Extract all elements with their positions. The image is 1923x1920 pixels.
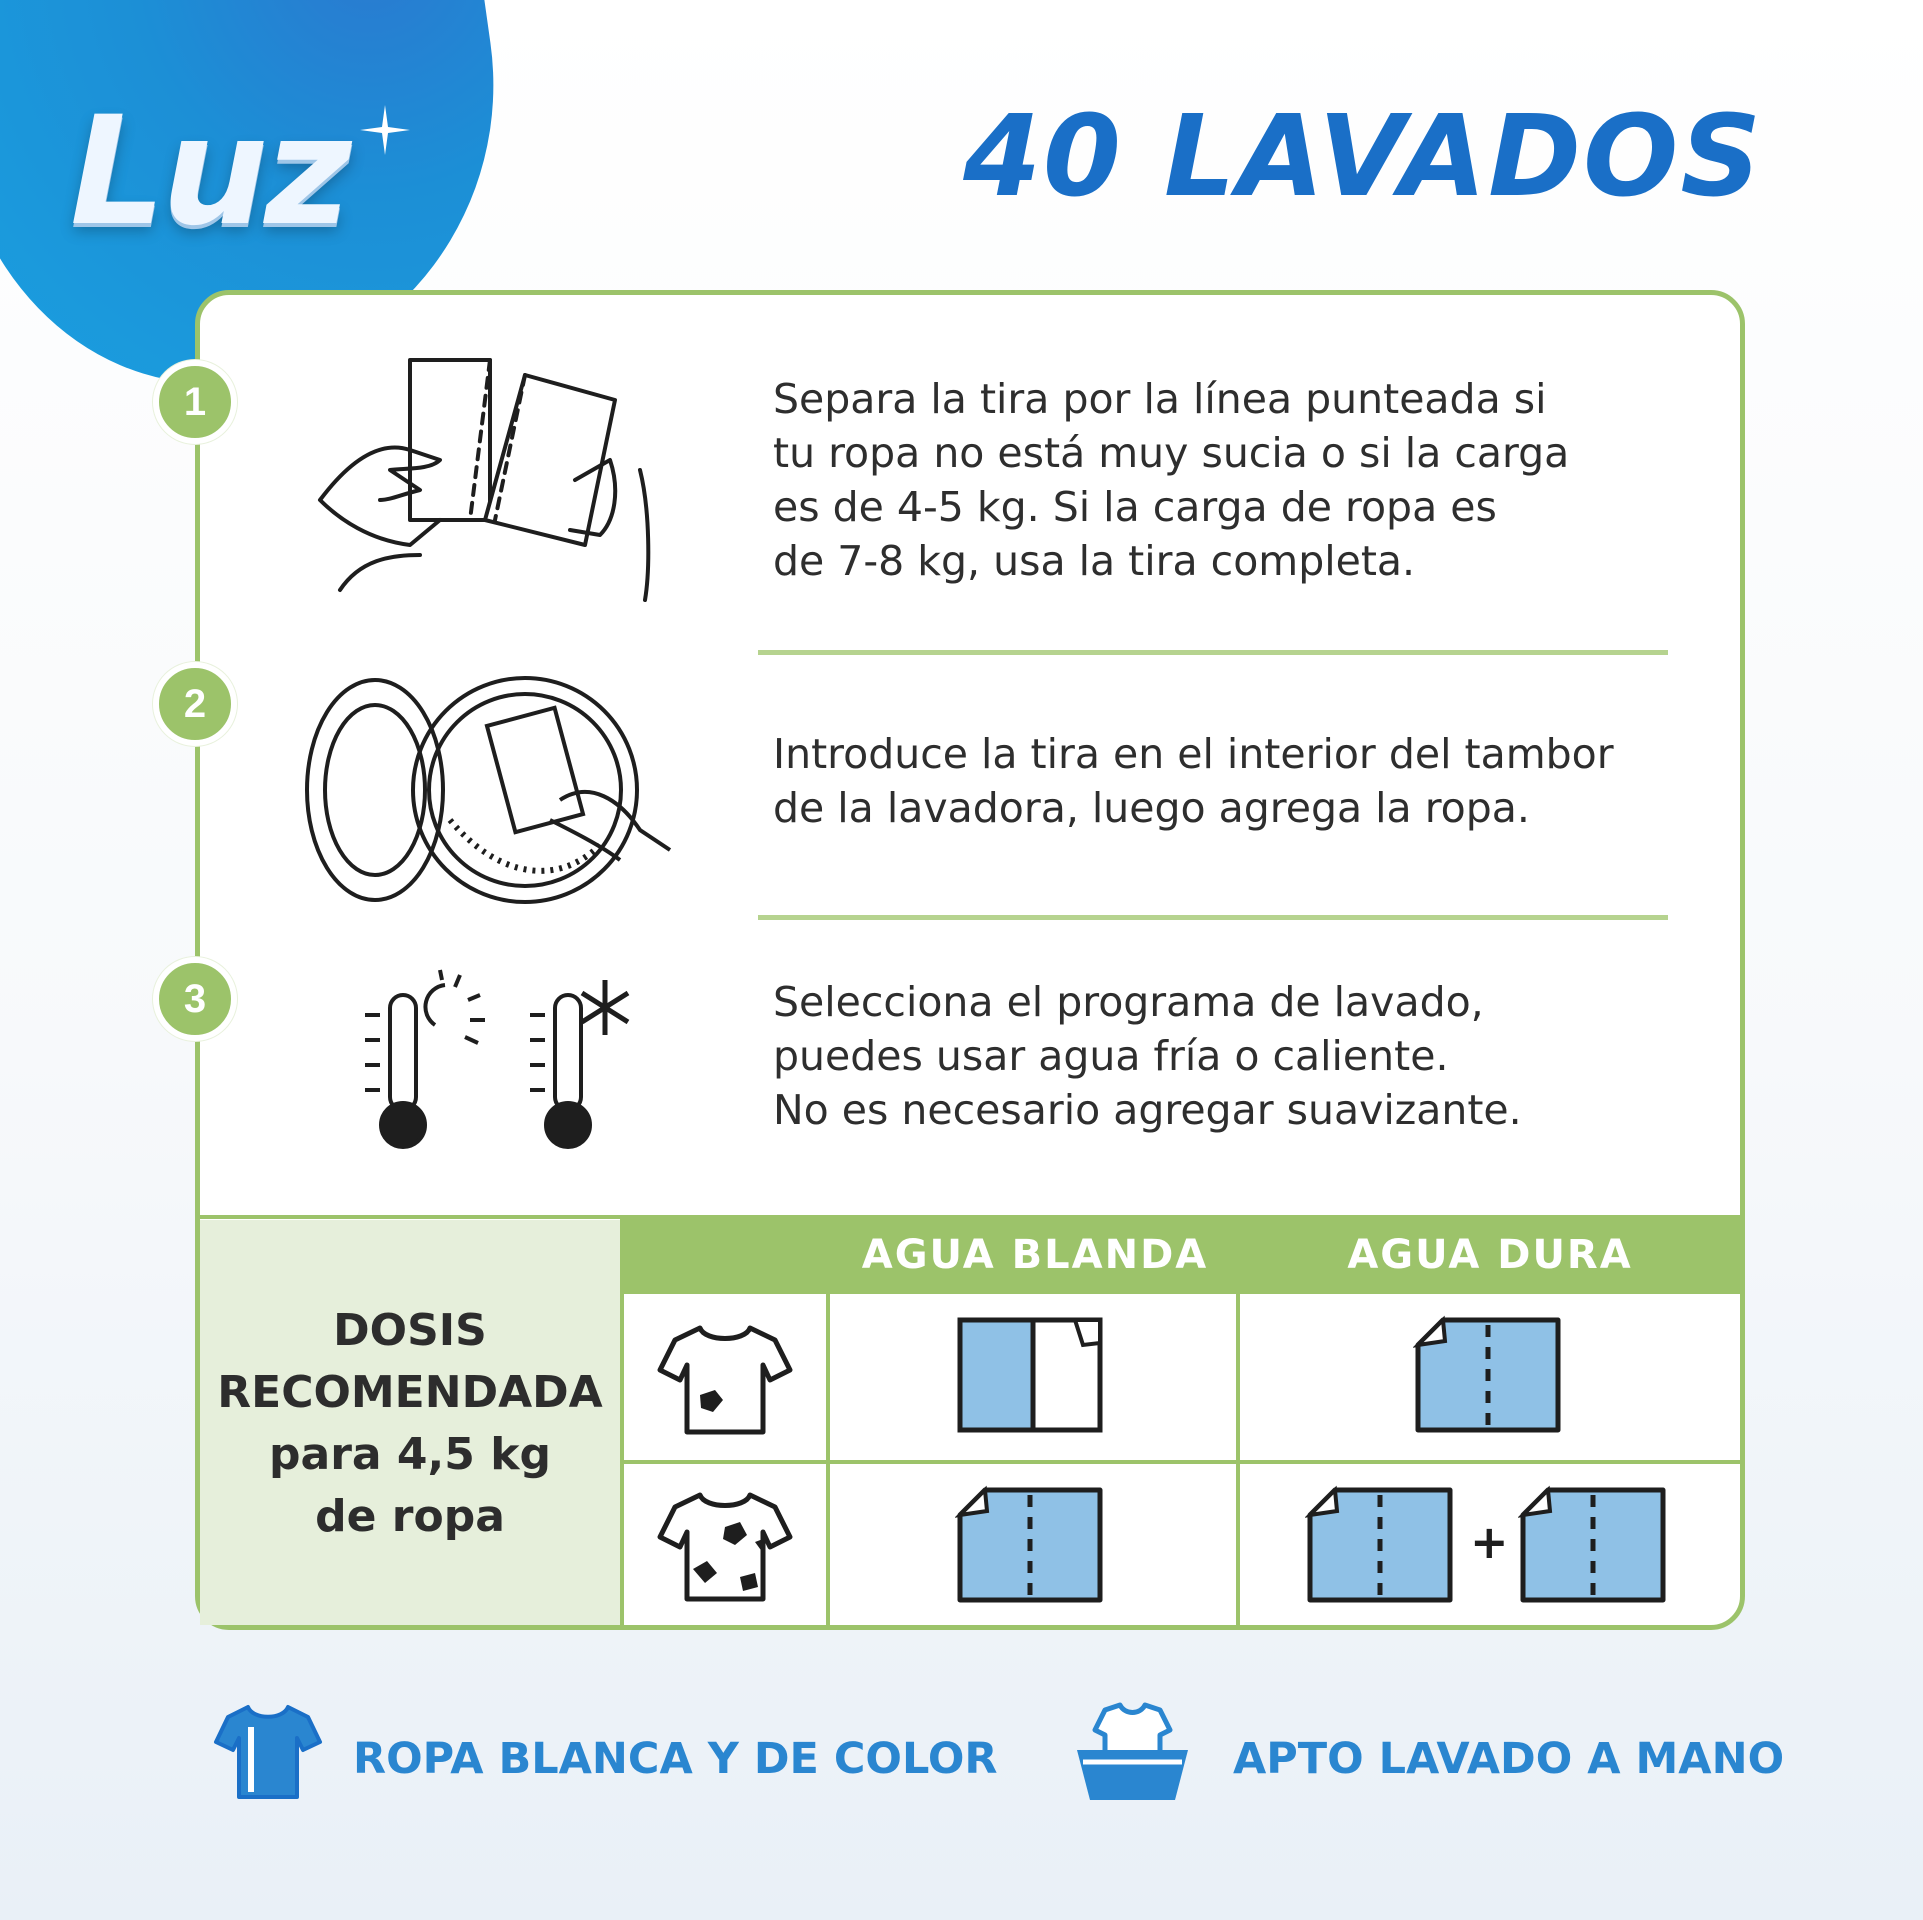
lightly-stained-shirt-icon [655, 1320, 795, 1440]
step-3-line: No es necesario agregar suavizante. [773, 1086, 1522, 1134]
table-column-divider [1236, 1218, 1240, 1630]
step-2-line: Introduce la tira en el interior del tambor [773, 730, 1614, 778]
table-row-divider [620, 1460, 1745, 1464]
steps-timeline [195, 400, 200, 1210]
washes-count-title: 40 LAVADOS [963, 92, 1763, 222]
dosage-label-line: DOSIS [333, 1305, 487, 1356]
step-3-line: Selecciona el programa de lavado, [773, 978, 1484, 1026]
feature-white-and-color: ROPA BLANCA Y DE COLOR [353, 1734, 998, 1784]
tshirt-icon [213, 1702, 323, 1802]
step-2-badge: 2 [153, 662, 237, 746]
heavily-stained-shirt-icon [655, 1487, 795, 1607]
step-2-text [773, 727, 1673, 835]
step-1-line: es de 4-5 kg. Si la carga de ropa es [773, 483, 1497, 531]
table-column-divider [620, 1218, 624, 1630]
step-divider [758, 650, 1668, 655]
dosage-label-line: de ropa [315, 1491, 505, 1542]
brand-logo: Luz [70, 85, 348, 259]
step-3-badge: 3 [153, 957, 237, 1041]
half-strip-icon [955, 1315, 1110, 1435]
feature-hand-wash: APTO LAVADO A MANO [1233, 1734, 1785, 1784]
full-strip-icon [1413, 1315, 1568, 1435]
thermometer-hot-cold-icon [360, 965, 650, 1155]
table-column-divider [826, 1218, 830, 1630]
dosage-label-line: RECOMENDADA [217, 1367, 603, 1418]
step-1-line: tu ropa no está muy sucia o si la carga [773, 429, 1570, 477]
hands-tearing-strip-icon [310, 350, 660, 620]
step-3-text [773, 975, 1673, 1137]
washing-machine-drum-icon [300, 670, 680, 910]
full-strip-icon [955, 1485, 1110, 1605]
step-1-text [773, 372, 1673, 588]
column-header-agua-dura: AGUA DURA [1347, 1232, 1633, 1278]
step-1-badge: 1 [153, 360, 237, 444]
sparkle-icon [360, 105, 410, 155]
hand-wash-basin-icon [1075, 1700, 1190, 1805]
dosage-label [200, 1300, 620, 1548]
step-1-line: de 7-8 kg, usa la tira completa. [773, 537, 1416, 585]
step-divider [758, 915, 1668, 920]
plus-sign: + [1470, 1515, 1509, 1569]
full-strip-icon [1305, 1485, 1460, 1605]
full-strip-icon [1518, 1485, 1673, 1605]
step-1-line: Separa la tira por la línea punteada si [773, 375, 1547, 423]
step-3-line: puedes usar agua fría o caliente. [773, 1032, 1449, 1080]
step-2-line: de la lavadora, luego agrega la ropa. [773, 784, 1530, 832]
dosage-label-line: para 4,5 kg [269, 1429, 551, 1480]
column-header-agua-blanda: AGUA BLANDA [861, 1232, 1209, 1278]
